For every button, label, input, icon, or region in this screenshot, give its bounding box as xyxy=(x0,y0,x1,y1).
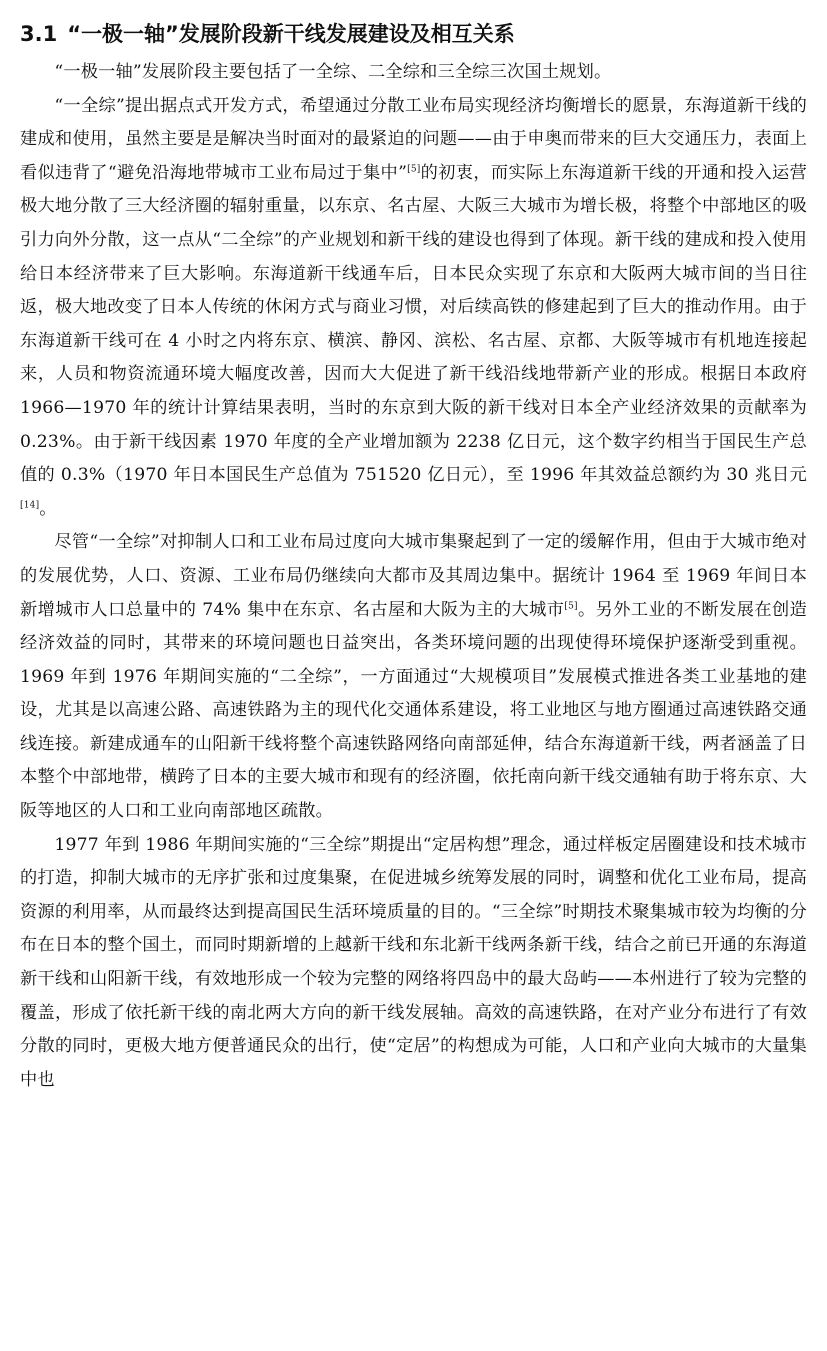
paragraph-text: 。 xyxy=(39,498,57,519)
paragraph-text: 的初衷，而实际上东海道新干线的开通和投入运营极大地分散了三大经济圈的辐射重量，以东京、名古屋、大阪三大城市为增长极，将整个中部地区的吸引力向外分散，这一点从“二全综”的产业规划和新干线的建设也得到了体现。新干线的建成和投入使用给日本经济带来了巨大影响。东海道新干线通车后，日本民众实现了东京和大阪两大城市间的当日往返，极大地改变了日本人传统的休闲方式与商业习惯，对后续高铁的修建起到了巨大的推动作用。由于东海道新干线可在 4 小时之内将东京、横滨、静冈、滨松、名古屋、京都、大阪等城市有机地连接起来，人员和物资流通环境大幅度改善，因而大大促进了新干线沿线地带新产业的形成。根据日本政府 1966—1970 年的统计计算结果表明，当时的东京到大阪的新干线对日本全产业经济效果的贡献率为 0.23%。由于新干线因素 1970 年度的全产业增加额为 2238 亿日元，这个数字约相当于国民生产总值的 0.3%（1970 年日本国民生产总值为 751520 亿日元），至 1996 年其效益总额约为 30 兆日元 xyxy=(20,162,807,486)
paragraph-p3 xyxy=(20,829,807,1098)
citation-ref: [14] xyxy=(20,499,40,510)
paragraph-text: “一极一轴”发展阶段主要包括了一全综、二全综和三全综三次国土规划。 xyxy=(54,62,612,82)
paragraph-p1 xyxy=(20,90,807,527)
paragraph-intro xyxy=(20,56,807,90)
section-title: “一极一轴”发展阶段新干线发展建设及相互关系 xyxy=(67,22,515,46)
citation-ref: [5] xyxy=(407,164,421,175)
section-number: 3.1 xyxy=(20,22,58,46)
paragraph-p2 xyxy=(20,526,807,828)
paragraph-text: 。另外工业的不断发展在创造经济效益的同时，其带来的环境问题也日益突出，各类环境问题的出现使得环境保护逐渐受到重视。1969 年到 1976 年期间实施的“二全综”，一方面通过“大规模项目”发展模式推进各类工业基地的建设，尤其是以高速公路、高速铁路为主的现代化交通体系建设，将工业地区与地方圈通过高速铁路交通线连接。新建成通车的山阳新干线将整个高速铁路网络向南部延伸，结合东海道新干线，两者涵盖了日本整个中部地带，横跨了日本的主要大城市和现有的经济圈，依托南向新干线交通轴有助于将东京、大阪等地区的人口和工业向南部地区疏散。 xyxy=(20,599,807,822)
section-heading xyxy=(20,18,807,50)
paragraph-text: 1977 年到 1986 年期间实施的“三全综”期提出“定居构想”理念，通过样板定居圈建设和技术城市的打造，抑制大城市的无序扩张和过度集聚，在促进城乡统筹发展的同时，调整和优化工业布局，提高资源的利用率，从而最终达到提高国民生活环境质量的目的。“三全综”时期技术聚集城市较为均衡的分布在日本的整个国土，而同时期新增的上越新干线和东北新干线两条新干线，结合之前已开通的东海道新干线和山阳新干线，有效地形成一个较为完整的网络将四岛中的最大岛屿——本州进行了较为完整的覆盖，形成了依托新干线的南北两大方向的新干线发展轴。高效的高速铁路，在对产业分布进行了有效分散的同时，更极大地方便普通民众的出行，使“定居”的构想成为可能，人口和产业向大城市的大量集中也 xyxy=(20,834,807,1090)
citation-ref: [5] xyxy=(564,600,578,611)
paragraph-text: 尽管“一全综”对抑制人口和工业布局过度向大城市集聚起到了一定的缓解作用，但由于大城市绝对的发展优势，人口、资源、工业布局仍继续向大都市及其周边集中。据统计 1964 至 1969 年间日本新增城市人口总量中的 74% 集中在东京、名古屋和大阪为主的大城市 xyxy=(20,532,807,620)
paragraph-text: “一全综”提出据点式开发方式，希望通过分散工业布局实现经济均衡增长的愿景，东海道新干线的建成和使用，虽然主要是是解决当时面对的最紧迫的问题——由于申奥而带来的巨大交通压力，表面上看似违背了“避免沿海地带城市工业布局过于集中” xyxy=(20,95,807,183)
body-text xyxy=(20,56,807,1097)
